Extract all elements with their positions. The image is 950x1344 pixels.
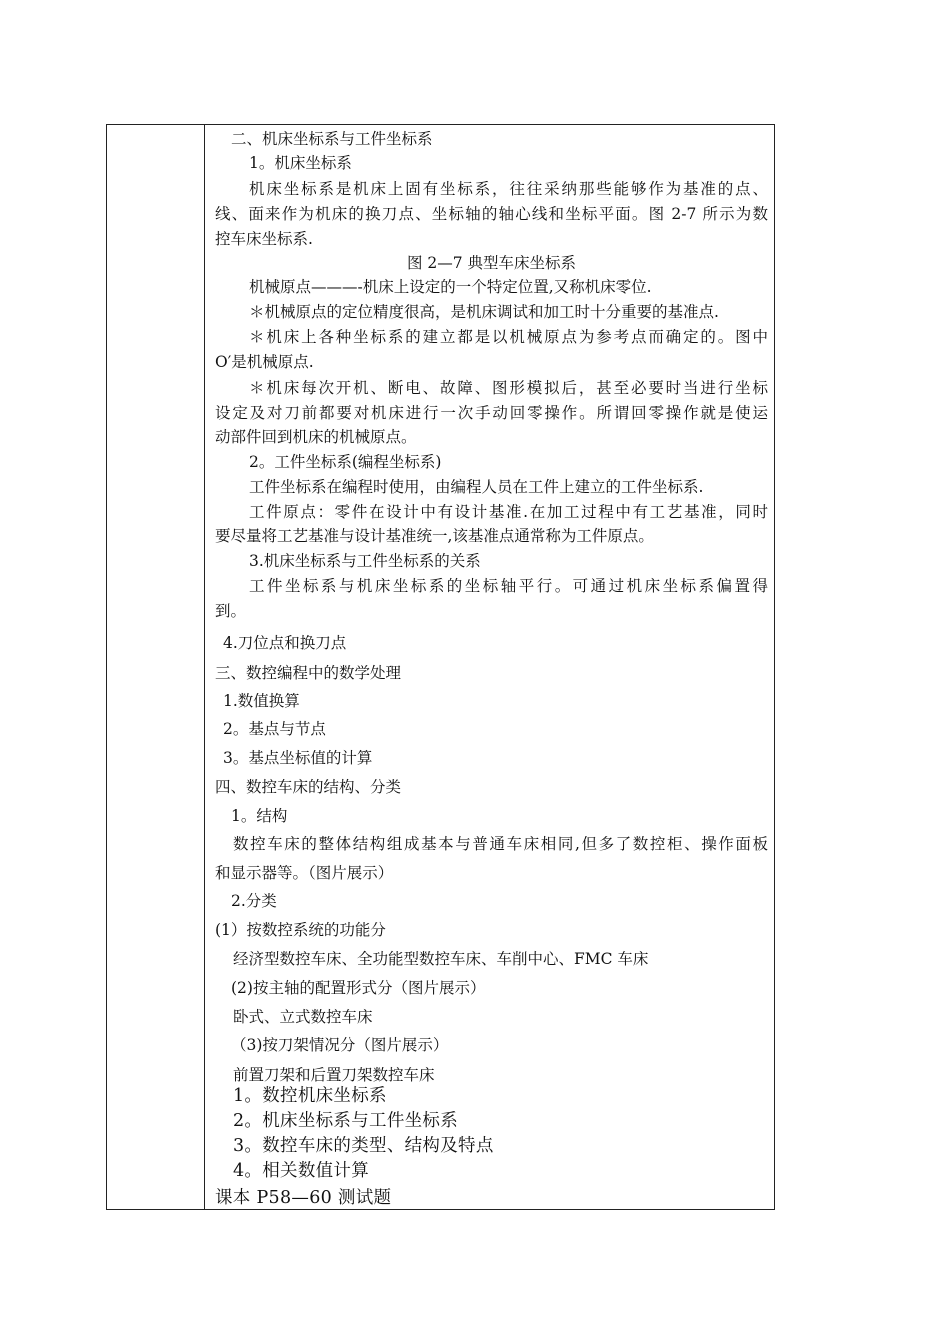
- heading-2: 二、机床坐标系与工件坐标系: [231, 130, 433, 148]
- left-cell: [107, 125, 205, 1209]
- figure-caption: 图 2—7 典型车床坐标系: [406, 254, 577, 272]
- content-cell: [205, 125, 774, 1209]
- subheading: 3。基点坐标值的计算: [223, 749, 373, 767]
- paragraph-line: 机械原点———-机床上设定的一个特定位置,又称机床零位.: [249, 278, 652, 296]
- paragraph-line: O′是机械原点.: [215, 353, 314, 371]
- paragraph-line: 线、面来作为机床的换刀点、坐标轴的轴心线和坐标平面。图 2-7 所示为数: [215, 205, 768, 223]
- heading-3: 三、数控编程中的数学处理: [215, 664, 402, 682]
- paragraph-line: 工件坐标系与机床坐标系的坐标轴平行。可通过机床坐标系偏置得: [249, 577, 768, 595]
- paragraph-line: 前置刀架和后置刀架数控车床: [233, 1066, 435, 1084]
- paragraph-line: 经济型数控车床、全功能型数控车床、车削中心、FMC 车床: [233, 950, 649, 968]
- subheading: 1。结构: [231, 807, 288, 825]
- summary-item: 4。相关数值计算: [233, 1161, 370, 1181]
- paragraph-line: 和显示器等。（图片展示）: [215, 864, 394, 882]
- subheading: 2。工件坐标系(编程坐标系): [249, 453, 442, 471]
- subheading: 2。基点与节点: [223, 720, 326, 738]
- paragraph-line: 要尽量将工艺基准与设计基准统一,该基准点通常称为工件原点。: [215, 527, 654, 545]
- subheading: 4.刀位点和换刀点: [223, 634, 347, 652]
- subheading: (1）按数控系统的功能分: [215, 921, 386, 939]
- lesson-table: [106, 124, 775, 1210]
- subheading: 1.数值换算: [223, 692, 300, 710]
- paragraph-line: 卧式、立式数控车床: [233, 1008, 373, 1026]
- paragraph-line: 到。: [215, 602, 247, 620]
- subheading: 2.分类: [231, 892, 277, 910]
- subheading: 1。机床坐标系: [249, 154, 352, 172]
- paragraph-line: 机床坐标系是机床上固有坐标系，往往采纳那些能够作为基准的点、: [249, 180, 768, 198]
- paragraph-line: 工件坐标系在编程时使用，由编程人员在工件上建立的工件坐标系.: [249, 478, 704, 496]
- paragraph-line: 数控车床的整体结构组成基本与普通车床相同,但多了数控柜、操作面板: [233, 835, 768, 853]
- subheading: 3.机床坐标系与工件坐标系的关系: [249, 552, 481, 570]
- paragraph-line: 工件原点：零件在设计中有设计基准.在加工过程中有工艺基准，同时: [249, 503, 768, 521]
- summary-item: 2。机床坐标系与工件坐标系: [233, 1111, 459, 1131]
- paragraph-line: 动部件回到机床的机械原点。: [215, 428, 417, 446]
- subheading: （3)按刀架情况分（图片展示）: [231, 1036, 449, 1054]
- paragraph-line: 设定及对刀前都要对机床进行一次手动回零操作。所谓回零操作就是使运: [215, 404, 768, 422]
- summary-item: 3。数控车床的类型、结构及特点: [233, 1136, 494, 1156]
- bullet-line: ＊机械原点的定位精度很高，是机床调试和加工时十分重要的基准点.: [249, 303, 719, 321]
- heading-4: 四、数控车床的结构、分类: [215, 778, 402, 796]
- homework-line: 课本 P58—60 测试题: [215, 1188, 392, 1208]
- paragraph-line: 控车床坐标系.: [215, 230, 313, 248]
- summary-item: 1。数控机床坐标系: [233, 1086, 387, 1106]
- bullet-line: ＊机床上各种坐标系的建立都是以机械原点为参考点而确定的。图中: [249, 328, 768, 346]
- subheading: (2)按主轴的配置形式分（图片展示）: [231, 979, 486, 997]
- bullet-line: ＊机床每次开机、断电、故障、图形模拟后，甚至必要时当进行坐标: [249, 379, 768, 397]
